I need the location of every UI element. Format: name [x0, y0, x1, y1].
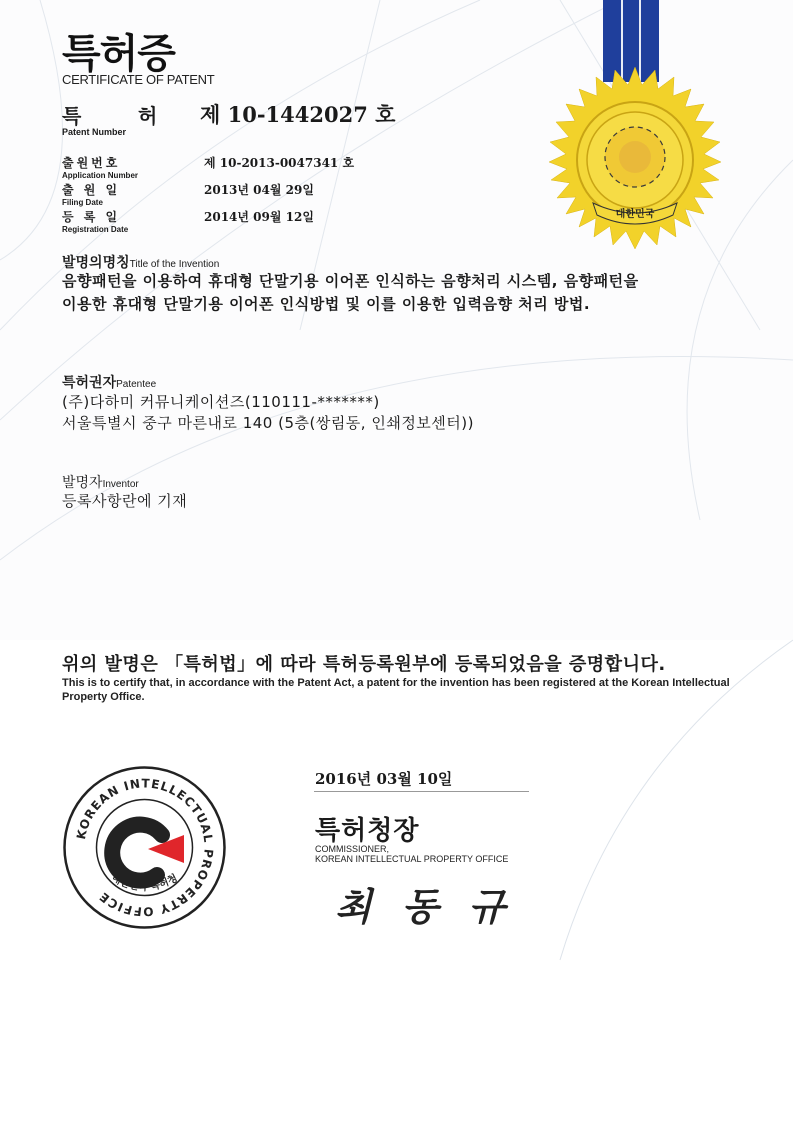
application-number-label: 출원번호 — [62, 156, 121, 170]
patentee-label-korean: 특허권자 — [62, 375, 117, 391]
invention-title-label — [62, 252, 219, 272]
registration-date-label: 등 록 일 — [62, 210, 121, 224]
patent-number-label-2: 허 — [138, 104, 158, 128]
commissioner-title-english-line-2: KOREAN INTELLECTUAL PROPERTY OFFICE — [315, 854, 509, 864]
registration-date-value: 2014년 09월 12일 — [204, 210, 314, 224]
commissioner-title-english — [315, 844, 508, 864]
application-number-label-english: Application Number — [62, 171, 139, 180]
certificate-title-english: CERTIFICATE OF PATENT — [62, 72, 215, 87]
filing-date-label-english: Filing Date — [62, 198, 103, 207]
gold-medal-seal — [535, 65, 735, 265]
application-number-value: 제 10-2013-0047341 호 — [204, 156, 355, 170]
invention-title-label-english: Title of the Invention — [129, 259, 220, 270]
patentee-label — [62, 372, 156, 392]
patent-number-label-1: 특 — [62, 104, 82, 128]
filing-date-label: 출 원 일 — [62, 183, 121, 197]
issue-date: 2016년 03월 10일 — [315, 770, 453, 788]
patent-number-value: 제 10-1442027 호 — [200, 102, 396, 127]
svg-text:대한민국 특허청: 대한민국 특허청 — [109, 872, 180, 894]
svg-text:KOREAN INTELLECTUAL PROPERTY O: KOREAN INTELLECTUAL PROPERTY OFFICE — [74, 776, 216, 919]
inventor-value: 등록사항란에 기재 — [62, 492, 188, 510]
commissioner-signature: 최동규 — [335, 884, 536, 929]
patentee-name: (주)다하미 커뮤니케이션즈(110111-*******) — [62, 393, 380, 411]
certificate-title-korean: 특허증 — [62, 31, 175, 77]
registration-date-label-english: Registration Date — [62, 225, 129, 234]
certification-statement-english: This is to certify that, in accordance with the Patent Act, a patent for the invention has been registered at the Korean Intellectual Property Office. — [62, 677, 730, 703]
commissioner-title-english-line-1: COMMISSIONER, — [315, 844, 390, 854]
patent-number-label-english: Patent Number — [62, 127, 127, 137]
inventor-label-korean: 발명자 — [62, 475, 103, 491]
patentee-label-english: Patentee — [116, 379, 157, 390]
invention-title-label-korean: 발명의명칭 — [62, 255, 130, 271]
inventor-label-english: Inventor — [102, 479, 139, 490]
filing-date-value: 2013년 04월 29일 — [204, 183, 314, 197]
inventor-label — [62, 472, 139, 492]
svg-text:대한민국: 대한민국 — [615, 209, 655, 220]
patentee-address: 서울특별시 중구 마른내로 140 (5층(쌍림동, 인쇄정보센터)) — [62, 414, 474, 432]
invention-title-line-1: 음향패턴을 이용하여 휴대형 단말기용 이어폰 인식하는 음향처리 시스템, 음향패턴을 — [62, 272, 639, 290]
date-underline — [314, 791, 529, 792]
kipo-official-seal — [62, 765, 227, 930]
commissioner-title-korean: 특허청장 — [315, 816, 420, 846]
certification-statement-korean: 위의 발명은 「특허법」에 따라 특허등록원부에 등록되었음을 증명합니다. — [62, 654, 666, 675]
invention-title-line-2: 이용한 휴대형 단말기용 이어폰 인식방법 및 이를 이용한 입력음향 처리 방법. — [62, 295, 591, 313]
